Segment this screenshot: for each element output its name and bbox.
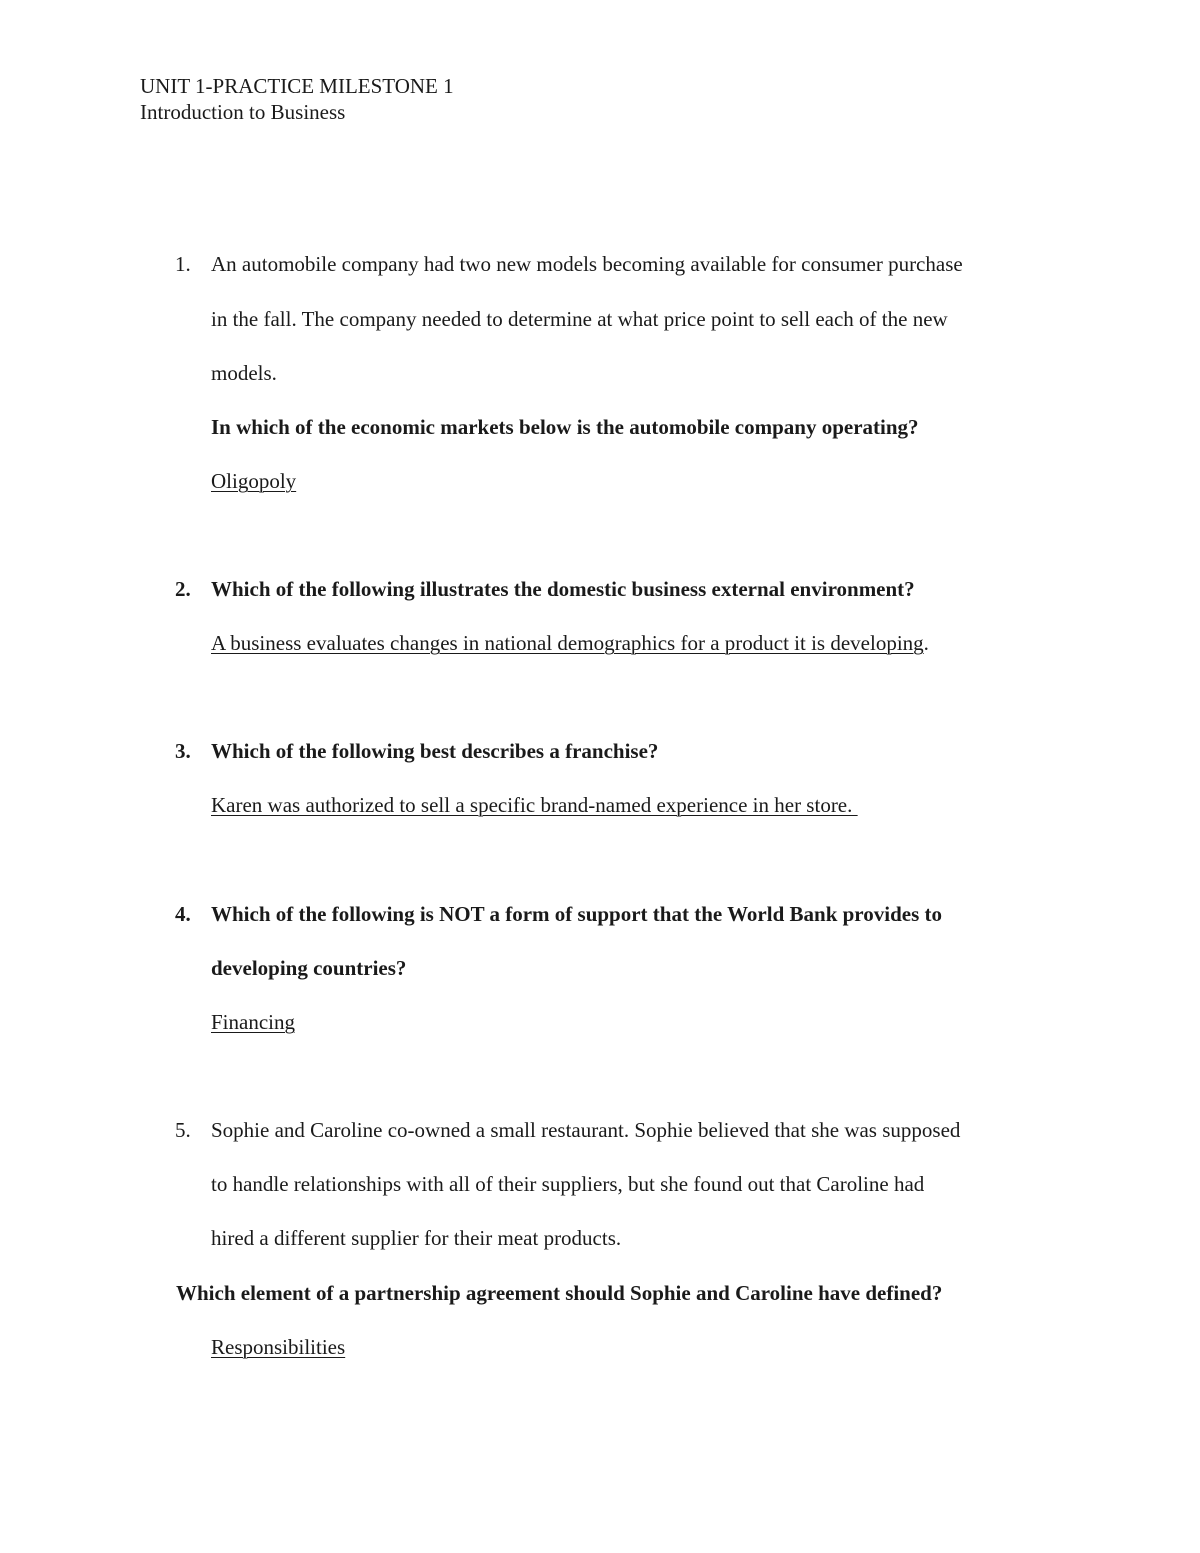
question-text-line: in the fall. The company needed to determine at what price point to sell each of the new bbox=[211, 307, 948, 331]
question-prompt: In which of the economic markets below is the automobile company operating? bbox=[211, 415, 919, 439]
answer-suffix: . bbox=[923, 631, 929, 655]
question-prompt: Which element of a partnership agreement should Sophie and Caroline have defined? bbox=[176, 1281, 943, 1305]
answer-text: Oligopoly bbox=[211, 469, 297, 493]
question-prompt: Which of the following illustrates the domestic business external environment? bbox=[211, 577, 915, 601]
question-text-line: Sophie and Caroline co-owned a small restaurant. Sophie believed that she was supposed bbox=[211, 1118, 961, 1142]
question-prompt-line: developing countries? bbox=[211, 956, 407, 980]
question-prompt-line: Which of the following is NOT a form of support that the World Bank provides to bbox=[211, 902, 942, 926]
answer-text: Karen was authorized to sell a specific brand-named experience in her store. bbox=[211, 793, 858, 817]
question-number: 3. bbox=[175, 739, 191, 763]
answer-text: A business evaluates changes in national demographics for a product it is developing bbox=[211, 631, 924, 655]
question-text-line: to handle relationships with all of their suppliers, but she found out that Caroline had bbox=[211, 1172, 925, 1196]
question-text-line: An automobile company had two new models becoming available for consumer purchase bbox=[211, 252, 963, 276]
question-number: 5. bbox=[175, 1118, 191, 1142]
answer-line bbox=[211, 633, 929, 654]
question-number: 2. bbox=[175, 577, 191, 601]
document-subtitle: Introduction to Business bbox=[140, 100, 346, 124]
question-text-line: hired a different supplier for their meat products. bbox=[211, 1226, 622, 1250]
answer-text: Financing bbox=[211, 1010, 295, 1034]
question-text-line: models. bbox=[211, 361, 277, 385]
question-number: 4. bbox=[175, 902, 191, 926]
answer-text: Responsibilities bbox=[211, 1335, 346, 1359]
document-title: UNIT 1-PRACTICE MILESTONE 1 bbox=[140, 74, 454, 98]
question-number: 1. bbox=[175, 252, 191, 276]
question-prompt: Which of the following best describes a franchise? bbox=[211, 739, 659, 763]
